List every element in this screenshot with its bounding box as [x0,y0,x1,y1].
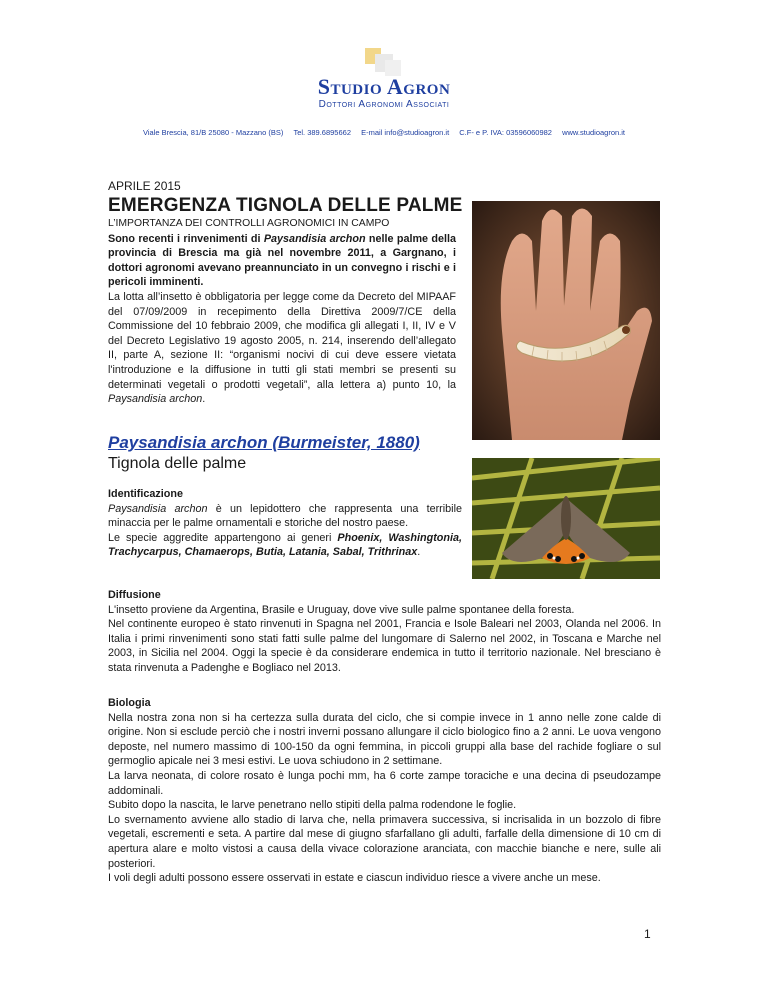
kicker: L’IMPORTANZA DEI CONTROLLI AGRONOMICI IN CAMPO [108,218,390,229]
article-title: EMERGENZA TIGNOLA DELLE PALME [108,195,463,216]
address: Viale Brescia, 81/B 25080 - Mazzano (BS) [142,128,284,137]
common-name: Tignola delle palme [108,455,247,472]
paragraph-text: Le specie aggredite appartengono ai generi [108,531,338,544]
lead-text: Sono recenti i rinvenimenti di [108,232,264,245]
brand-name: Studio Agron [317,74,451,99]
lead-paragraph [108,232,456,290]
identificazione-p1 [108,502,462,531]
contact-line [0,128,768,137]
identificazione-section [108,487,462,560]
species-name: Paysandisia archon [108,502,208,515]
phone: Tel. 389.6895662 [293,128,351,137]
species-heading: Paysandisia archon (Burmeister, 1880) [108,433,420,452]
section-heading: Identificazione [108,488,183,500]
diffusione-section [108,588,661,676]
paragraph-text: è un lepidottero che rappresenta una terribile minaccia per le palme ornamentali e storiche del nostro paese. [108,502,462,530]
biologia-p2: La larva neonata, di colore rosato è lunga pochi mm, ha 6 corte zampe toraciche e una decina di pseudozampe addominali. [108,769,661,797]
section-heading: Diffusione [108,589,161,601]
body-species: Paysandisia archon [108,393,203,406]
body-text: La lotta all’insetto è obbligatoria per legge come da Decreto del MIPAAF del 07/09/2009 in recepimento della Direttiva 2009/7/CE della Commissione del 10 febbraio 2009, che modifica gli allegati I, II, IV e V del Decreto Legislativo 19 agosto 2005, n. 214, inserendo dell’allegato II, parte A, sezione II: “organismi nocivi di cui deve essere vietata l'introduzione e la diffusione in tutti gli stati membri se presenti su determinati vegetali o prodotti vegetali”, alla lettera a) punto 10, la [108,290,456,391]
body-paragraph [108,290,456,407]
tax-id: C.F- e P. IVA: 03596060982 [459,128,552,137]
biologia-section [108,696,661,886]
larva-photo [472,201,660,440]
biologia-p4: Lo svernamento avviene allo stadio di larva che, nella primavera successiva, si incrisalida in un bozzolo di fibre vegetali, escrementi e seta. A partire dal mese di giugno sfarfallano gli adulti, farfalle della dimensione di 10 cm di apertura alare e molto vistosi a causa della vivace colorazione aranciata, con macchie bianche e nere, sulle ali posteriori. [108,813,661,870]
biologia-p3: Subito dopo la nascita, le larve penetrano nello stipiti della palma rodendone le foglie. [108,799,517,812]
moth-photo [472,458,660,579]
biologia-p5: I voli degli adulti possono essere osservati in estate e ciascun individuo riesce a vivere anche un mese. [108,872,601,885]
body-end: . [202,393,206,406]
section-heading: Biologia [108,697,151,709]
paragraph-end: . [417,546,421,559]
intro-block [108,217,456,407]
article-date: APRILE 2015 [108,179,181,193]
lead-text-2: nelle palme della provincia di Brescia ma già nel novembre 2011, a Gargnano, i dottori agronomi avevano preannunciato in un convegno i rischi e i pericoli imminenti. [108,232,456,289]
website-link[interactable]: www.studioagron.it [562,128,626,137]
genera-list: Phoenix, Washingtonia, Trachycarpus, Chamaerops, Butia, Latania, Sabal, Trithrinax [108,531,462,559]
email-link[interactable]: E-mail info@studioagron.it [361,128,450,137]
lead-species: Paysandisia archon [263,232,366,245]
brand-subtitle: Dottori Agronomi Associati [318,99,450,110]
diffusione-p1: L'insetto proviene da Argentina, Brasile e Uruguay, dove vive sulle palme spontanee della foresta. [108,603,575,616]
page-number: 1 [644,927,651,941]
diffusione-p2: Nel continente europeo è stato rinvenuti in Spagna nel 2001, Francia e Isole Baleari nel 2003, Olanda nel 2006. In Italia i primi rinvenimenti sono stati fatti sulle palme del lungomare di Salerno nel 2002, in Toscana e Marche nel 2003, in Sicilia nel 2004. Oggi la specie è da considerare endemica in tutto il territorio nazionale. Nel bresciano è stata rinvenuta a Padenghe e Bogliaco nel 2013. [108,618,661,674]
identificazione-p2 [108,531,462,560]
biologia-p1: Nella nostra zona non si ha certezza sulla durata del ciclo, che si compie invece in 1 anno nelle zone calde di origine. Non si esclude perciò che i nostri inverni possano allungare il ciclo biologico fino a 2 anni. Le uova vengono deposte, nel numero massimo di 100-150 da ogni femmina, in piccoli gruppi alla base del rachide fogliare o sul germoglio apicale nei 3 mesi estivi. Le uova schiudono in 2 settimane. [108,711,661,768]
